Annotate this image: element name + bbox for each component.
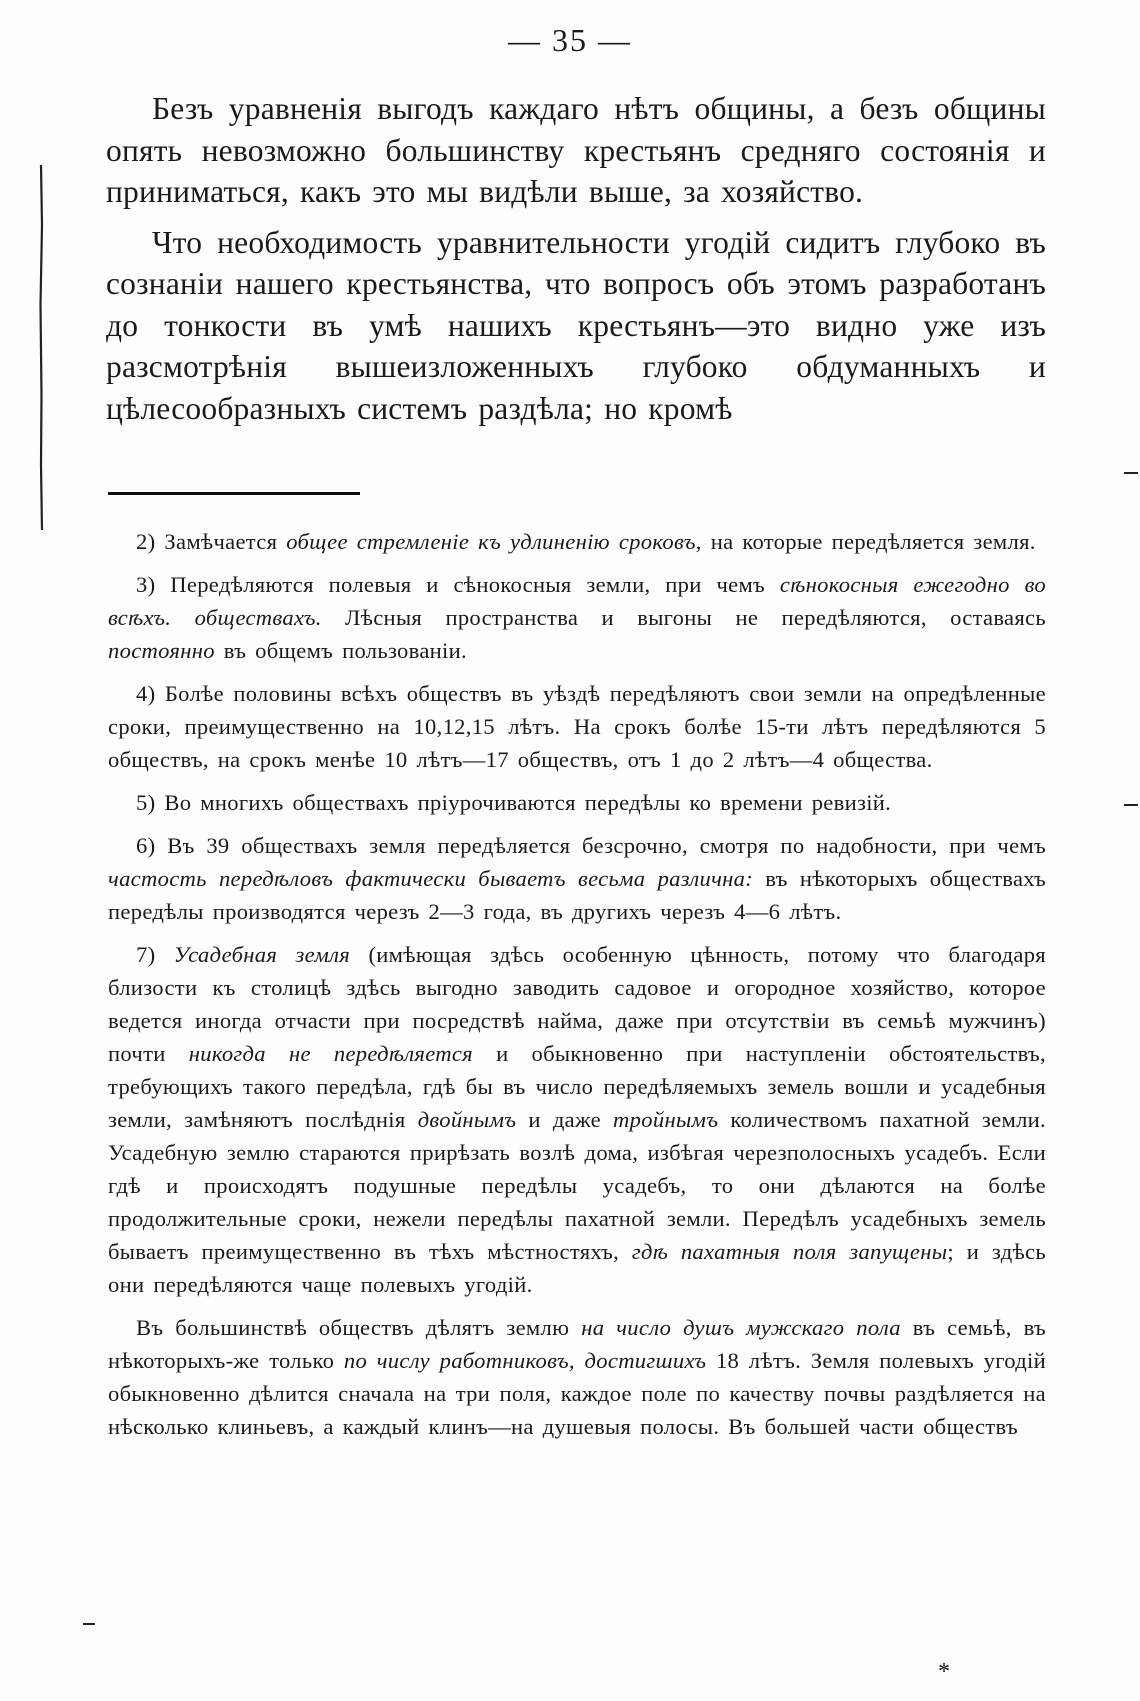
footnote-text: въ общемъ пользованіи. <box>214 638 467 663</box>
footnote-text: и обыкновенно при наступленіи обстоятельствъ, требующихъ такого передѣла, гдѣ бы въ число передѣляемыхъ земель вошли и усадебныя земли, замѣняютъ послѣднія <box>108 1041 1046 1132</box>
italic-text: гдѣ пахатныя поля запущены <box>631 1239 948 1264</box>
footnote-text: 7) <box>136 942 174 967</box>
italic-text: постоянно <box>108 638 215 663</box>
footnote-text: 6) Въ 39 обществахъ земля передѣляется безсрочно, смотря по надобности, при чемъ <box>136 833 1046 858</box>
footnote-fn-5 <box>108 786 1046 819</box>
body-paragraph: Что необходимость уравнительности угодій сидитъ глубоко въ сознаніи нашего крестьянства, что вопросъ объ этомъ разработанъ до тонкости въ умѣ нашихъ крестьянъ—это видно уже изъ разсмотрѣнія вышеизложенныхъ глубоко обдуманныхъ и цѣлесообразныхъ системъ раздѣла; но кромѣ <box>106 224 1046 426</box>
margin-dash <box>1124 472 1138 474</box>
footnote-text: въ нѣкоторыхъ обществахъ передѣлы производятся черезъ 2—3 года, въ другихъ черезъ 4—6 лѣтъ. <box>108 866 1046 924</box>
footnote-text: въ семьѣ, въ нѣкоторыхъ-же только <box>108 1315 1047 1373</box>
body-paragraph: Безъ уравненія выгодъ каждаго нѣтъ общины, а безъ общины опять невозможно большинству крестьянъ средняго состоянія и приниматься, какъ это мы видѣли выше, за хозяйство. <box>106 91 1046 209</box>
footnote-fn-3 <box>108 568 1046 667</box>
main-text <box>106 88 1046 429</box>
footnote-text: и даже <box>516 1107 614 1132</box>
footnote-fn-2 <box>108 525 1046 558</box>
italic-text: Усадебная земля <box>173 942 351 967</box>
margin-dash <box>1124 804 1138 806</box>
footnote-fn-6 <box>108 829 1046 928</box>
italic-text: частость передѣловъ фактически бываетъ весьма различна: <box>108 866 754 891</box>
footnote-text: 5) Во многихъ обществахъ пріурочиваются передѣлы ко времени ревизій. <box>136 790 892 815</box>
footnote-text: ; и здѣсь они передѣляются чаще полевыхъ угодій. <box>108 1239 1046 1297</box>
margin-dash <box>83 1623 95 1625</box>
footnote-separator <box>108 492 360 495</box>
italic-text: по числу работниковъ, достигшихъ <box>343 1348 707 1373</box>
margin-pencil-mark <box>38 165 44 530</box>
footnote-text: на которые передѣляется земля. <box>701 529 1036 554</box>
footnote-fn-4 <box>108 677 1046 776</box>
footnotes <box>108 525 1046 1443</box>
italic-text: никогда не передѣляется <box>188 1041 473 1066</box>
italic-text: тройнымъ <box>613 1107 719 1132</box>
footnote-text: 18 лѣтъ. Земля полевыхъ угодій обыкновенно дѣлится сначала на три поля, каждое поле по качеству почвы раздѣляется на нѣсколько клиньевъ, а каждый клинъ—на душевыя полосы. Въ большей части обществъ <box>108 1348 1046 1439</box>
italic-text: на число душъ мужскаго пола <box>581 1315 901 1340</box>
italic-text: общее стремленіе къ удлиненію сроковъ, <box>286 529 702 554</box>
footnote-text: Лѣсныя пространства и выгоны не передѣляются, оставаясь <box>321 605 1046 630</box>
footnote-text: 3) Передѣляются полевыя и сѣнокосныя земли, при чемъ <box>136 572 780 597</box>
footnote-fn-7 <box>108 938 1046 1301</box>
italic-text: сѣнокосныя ежегодно во всѣхъ. обществахъ. <box>108 572 1046 630</box>
italic-text: двойнымъ <box>417 1107 517 1132</box>
page-number: — 35 — <box>508 22 632 58</box>
footnote-fn-cont <box>108 1311 1046 1443</box>
asterisk-mark: * <box>938 1659 950 1685</box>
footnote-text: 2) Замѣчается <box>136 529 287 554</box>
footnote-text: 4) Болѣе половины всѣхъ обществъ въ уѣздѣ передѣляютъ свои земли на опредѣленные сроки, преимущественно на 10,12,15 лѣтъ. На срокъ болѣе 15-ти лѣтъ передѣляются 5 обществъ, на срокъ менѣе 10 лѣтъ—17 обществъ, отъ 1 до 2 лѣтъ—4 общества. <box>108 681 1046 772</box>
footnote-text: количествомъ пахатной земли. Усадебную землю стараются прирѣзать возлѣ дома, избѣгая черезполосныхъ усадебъ. Если гдѣ и происходятъ подушные передѣлы усадебъ, то они дѣлаются на болѣе продолжительные сроки, нежели передѣлы пахатной земли. Передѣлъ усадебныхъ земель бываетъ преимущественно въ тѣхъ мѣстностяхъ, <box>108 1107 1046 1264</box>
footnote-text: (имѣющая здѣсь особенную цѣнность, потому что благодаря близости къ столицѣ здѣсь выгодно заводить садовое и огородное хозяйство, которое ведется иногда отчасти при посредствѣ найма, даже при отсутствіи въ семьѣ мужчинъ) почти <box>108 942 1046 1066</box>
footnote-text: Въ большинствѣ обществъ дѣлятъ землю <box>136 1315 582 1340</box>
